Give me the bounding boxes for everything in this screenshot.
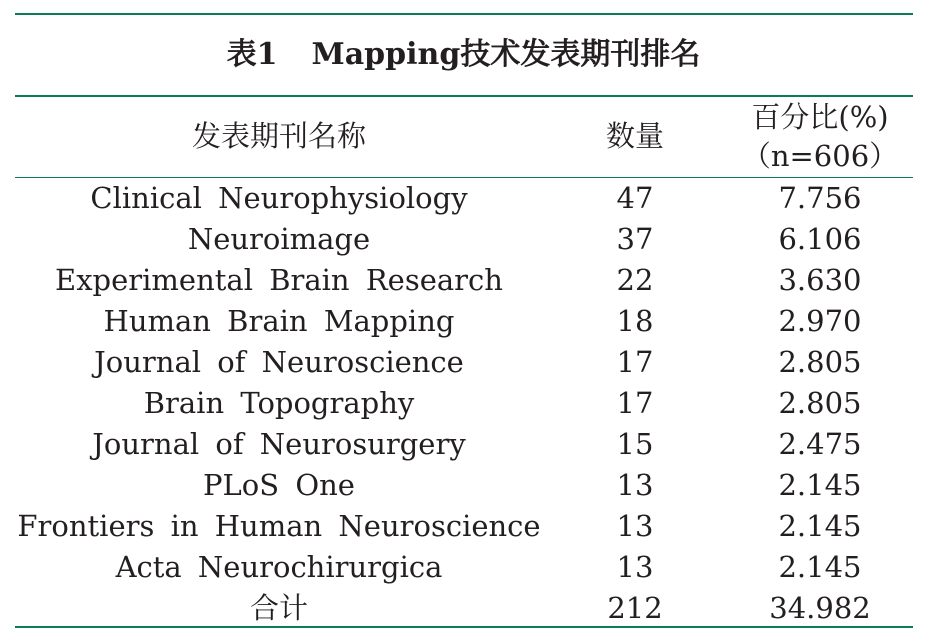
- header-count: 数量: [605, 119, 664, 153]
- percent-cell: 2.970: [778, 304, 862, 338]
- percent-cell: 3.630: [778, 263, 862, 297]
- total-count-cell: 212: [607, 591, 663, 625]
- percent-cell: 2.475: [778, 427, 862, 461]
- journal-name-cell: Human Brain Mapping: [103, 304, 455, 338]
- header-percent: 百分比(%): [751, 100, 889, 134]
- total-percent-cell: 34.982: [769, 591, 871, 625]
- journal-name-cell: Brain Topography: [143, 386, 415, 420]
- count-cell: 18: [616, 304, 654, 338]
- count-cell: 47: [616, 181, 654, 215]
- table-top-rule: [15, 13, 913, 15]
- table-number: 表1: [226, 37, 278, 72]
- journal-name-cell: Frontiers in Human Neuroscience: [17, 509, 541, 543]
- journal-name-cell: Acta Neurochirurgica: [115, 550, 443, 584]
- percent-cell: 2.145: [778, 550, 862, 584]
- header-journal-name: 发表期刊名称: [191, 119, 366, 153]
- percent-cell: 7.756: [778, 181, 862, 215]
- journal-name-cell: Journal of Neurosurgery: [92, 427, 466, 461]
- table-bottom-rule: [15, 626, 913, 628]
- percent-cell: 2.145: [778, 468, 862, 502]
- percent-cell: 2.805: [778, 386, 862, 420]
- total-label-cell: 合计: [249, 591, 308, 625]
- count-cell: 13: [616, 509, 654, 543]
- table-caption: [0, 30, 927, 80]
- table-title: Mapping技术发表期刊排名: [311, 37, 701, 72]
- count-cell: 13: [616, 550, 654, 584]
- count-cell: 17: [616, 386, 654, 420]
- count-cell: 17: [616, 345, 654, 379]
- journal-name-cell: Clinical Neurophysiology: [90, 181, 468, 215]
- count-cell: 22: [616, 263, 654, 297]
- percent-cell: 2.805: [778, 345, 862, 379]
- count-cell: 15: [616, 427, 654, 461]
- header-percent-sample-size: （n=606）: [741, 139, 899, 173]
- count-cell: 37: [616, 222, 654, 256]
- journal-name-cell: Neuroimage: [187, 222, 371, 256]
- journal-name-cell: Journal of Neuroscience: [94, 345, 464, 379]
- count-cell: 13: [616, 468, 654, 502]
- percent-cell: 6.106: [778, 222, 862, 256]
- percent-cell: 2.145: [778, 509, 862, 543]
- journal-name-cell: Experimental Brain Research: [55, 263, 503, 297]
- journal-name-cell: PLoS One: [203, 468, 355, 502]
